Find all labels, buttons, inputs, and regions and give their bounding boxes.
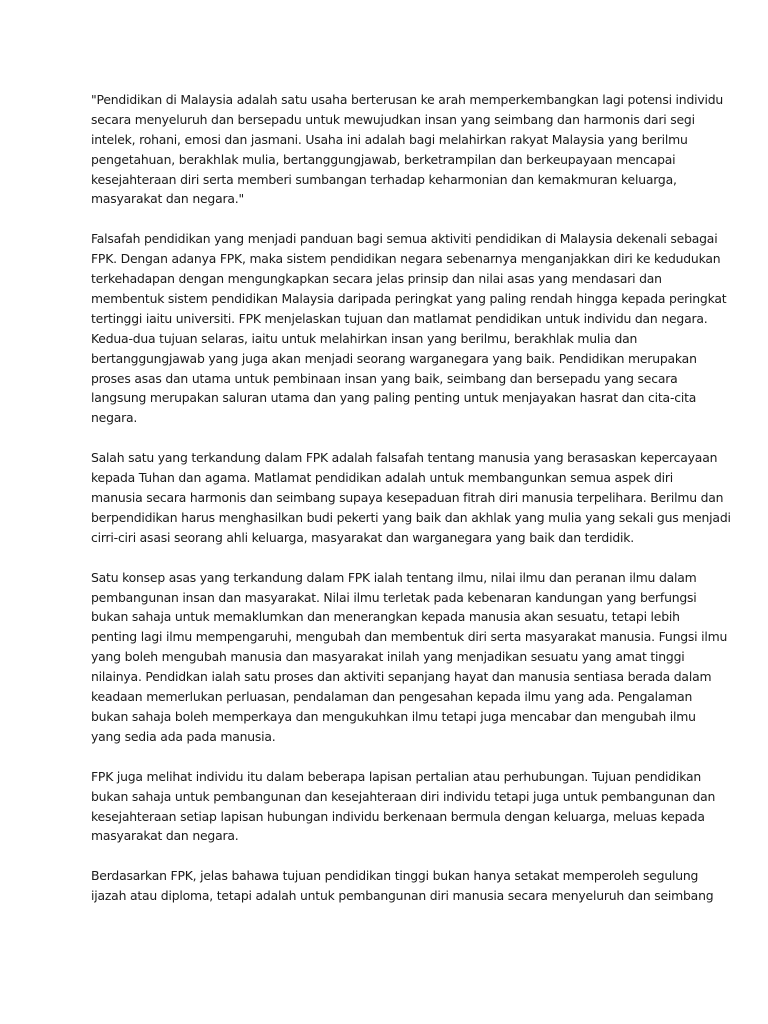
document-body bbox=[91, 90, 731, 926]
text-line: "Pendidikan di Malaysia adalah satu usaha berterusan ke arah memperkembangkan lagi potensi individu bbox=[91, 92, 724, 107]
text-line: cirri-ciri asasi seorang ahli keluarga, masyarakat dan warganegara yang baik dan terdidik. bbox=[91, 529, 634, 545]
text-line: ijazah atau diploma, tetapi adalah untuk pembangunan diri manusia secara menyeluruh dan seimbang bbox=[91, 888, 714, 904]
text-line: terkehadapan dengan mengungkapkan secara jelas prinsip dan nilai asas yang mendasari dan bbox=[91, 271, 662, 287]
text-line: nilainya. Pendidkan ialah satu proses dan aktiviti sepanjang hayat dan manusia sentiasa berada dalam bbox=[91, 669, 712, 685]
text-line: kepada Tuhan dan agama. Matlamat pendidikan adalah untuk membangunkan semua aspek diri bbox=[91, 470, 673, 486]
text-line: bukan sahaja untuk memaklumkan dan menerangkan kepada manusia akan sesuatu, tetapi lebih bbox=[91, 609, 680, 625]
paragraph bbox=[91, 866, 714, 906]
text-line: yang sedia ada pada manusia. bbox=[91, 728, 276, 744]
text-line: bertanggungjawab yang juga akan menjadi seorang warganegara yang baik. Pendidikan merupakan bbox=[91, 350, 697, 366]
text-line: Salah satu yang terkandung dalam FPK adalah falsafah tentang manusia yang berasaskan kepercayaan bbox=[91, 450, 718, 466]
text-line: Satu konsep asas yang terkandung dalam FPK ialah tentang ilmu, nilai ilmu dan peranan ilmu dalam bbox=[91, 569, 697, 585]
text-line: FPK. Dengan adanya FPK, maka sistem pendidikan negara sebenarnya menganjakkan diri ke kedudukan bbox=[91, 251, 721, 267]
paragraph bbox=[91, 767, 716, 847]
text-line: bukan sahaja untuk pembangunan dan kesejahteraan diri individu tetapi juga untuk pembangunan dan bbox=[91, 788, 716, 804]
text-line: intelek, rohani, emosi dan jasmani. Usaha ini adalah bagi melahirkan rakyat Malaysia yang berilmu bbox=[91, 131, 688, 147]
text-line: berpendidikan harus menghasilkan budi pekerti yang baik dan akhlak yang mulia yang sekali gus menjadi bbox=[91, 509, 731, 525]
text-line: kesejahteraan setiap lapisan hubungan individu berkenaan bermula dengan keluarga, meluas kepada bbox=[91, 808, 705, 824]
text-line: masyarakat dan negara. bbox=[91, 828, 239, 844]
text-line: membentuk sistem pendidikan Malaysia daripada peringkat yang paling rendah hingga kepada peringkat bbox=[91, 291, 727, 307]
text-line: Kedua-dua tujuan selaras, iaitu untuk melahirkan insan yang berilmu, berakhlak mulia dan bbox=[91, 330, 638, 346]
text-line: negara. bbox=[91, 410, 138, 426]
text-line: tertinggi iaitu universiti. FPK menjelaskan tujuan dan matlamat pendidikan untuk individu dan negara. bbox=[91, 310, 708, 326]
text-line: pengetahuan, berakhlak mulia, bertanggungjawab, berketrampilan dan berkeupayaan mencapai bbox=[91, 151, 676, 167]
paragraph bbox=[91, 448, 731, 547]
text-line: langsung merupakan saluran utama dan yang paling penting untuk menjayakan hasrat dan cita-cita bbox=[91, 390, 697, 406]
paragraph bbox=[91, 90, 724, 209]
text-line: Falsafah pendidikan yang menjadi panduan bagi semua aktiviti pendidikan di Malaysia dekenali sebagai bbox=[91, 231, 718, 247]
text-line: secara menyeluruh dan bersepadu untuk mewujudkan insan yang seimbang dan harmonis dari segi bbox=[91, 111, 695, 127]
text-line: masyarakat dan negara." bbox=[91, 191, 244, 207]
text-line: proses asas dan utama untuk pembinaan insan yang baik, seimbang dan bersepadu yang secara bbox=[91, 370, 678, 386]
text-line: kesejahteraan diri serta memberi sumbangan terhadap keharmonian dan kemakmuran keluarga, bbox=[91, 171, 677, 187]
text-line: Berdasarkan FPK, jelas bahawa tujuan pendidikan tinggi bukan hanya setakat memperoleh segulung bbox=[91, 868, 699, 884]
text-line: manusia secara harmonis dan seimbang supaya kesepaduan fitrah diri manusia terpelihara. Berilmu dan bbox=[91, 490, 724, 506]
text-line: yang boleh mengubah manusia dan masyarakat inilah yang menjadikan sesuatu yang amat tinggi bbox=[91, 649, 685, 665]
text-line: keadaan memerlukan perluasan, pendalaman dan pengesahan kepada ilmu yang ada. Pengalaman bbox=[91, 689, 693, 705]
text-line: pembangunan insan dan masyarakat. Nilai ilmu terletak pada kebenaran kandungan yang berfungsi bbox=[91, 589, 697, 605]
paragraph bbox=[91, 568, 728, 747]
text-line: FPK juga melihat individu itu dalam beberapa lapisan pertalian atau perhubungan. Tujuan pendidikan bbox=[91, 768, 701, 784]
text-line: penting lagi ilmu mempengaruhi, mengubah dan membentuk diri serta masyarakat manusia. Fungsi ilmu bbox=[91, 629, 728, 645]
paragraph bbox=[91, 229, 727, 428]
text-line: bukan sahaja boleh memperkaya dan mengukuhkan ilmu tetapi juga mencabar dan mengubah ilmu bbox=[91, 708, 696, 724]
